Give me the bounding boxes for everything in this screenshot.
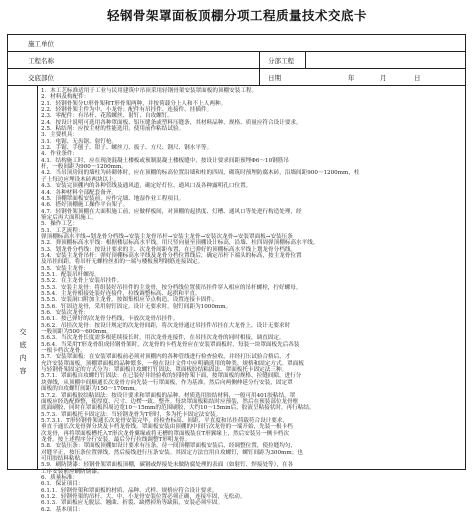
- content-line: 一根卡档次龙骨。: [41, 348, 86, 355]
- content-line: 6.1.1．轻钢骨架和罩面板的材质、品种、式样、规格应符合设计要求。: [41, 487, 218, 494]
- content-line: 2.4．按设计说明可选用各种罩面板、铝压缝条或塑料压缝条，其材料品种、规格、质量应符合设计要求。: [41, 119, 302, 126]
- side-char: 容: [19, 367, 27, 375]
- content-line: 对缝平正，按压条位置弹线，然后接线进行压条安装。其固定方法宜用自攻螺钉，螺钉间距为300mm；也: [41, 449, 303, 456]
- content-line: 5．操作工艺：: [41, 221, 79, 228]
- content-line: 4.4．各种材料全部配套备齐。: [41, 189, 118, 196]
- header-divider: [259, 52, 260, 86]
- content-line: 4.7．轻钢骨架顶棚在大面积施工前，应做样板间，对顶棚的起拱度、灯槽、通风口等处进行构造处理，经: [41, 208, 302, 215]
- content-line: 6.1．保证项目：: [41, 481, 84, 488]
- content-line: 5.6.2．吊挂次龙骨：按设计规定的次龙骨间距，将次龙骨通过吊挂件吊挂在大龙骨上，设计无要求时: [41, 322, 291, 329]
- content-line: 次龙骨，再将罩面板槽托入T形次龙骨翼缘或将无槽的罩面板装在T形翼缘上，然后安装另一侧卡档次: [41, 430, 289, 437]
- side-char: 交: [19, 328, 27, 336]
- content-line: 5.5．安装主龙骨：: [41, 265, 90, 272]
- date-day: 日: [414, 74, 421, 82]
- date-month: 月: [380, 74, 387, 82]
- content-line: 鉴定后再大面积施工。: [41, 214, 97, 221]
- content-line: 及吊挂间距，将吊杆无螺栓丝扣的一端与楼板预埋钢筋连接固定。: [41, 259, 204, 266]
- content-line: 4.5．顶棚罩面板安装前，应作完墙、地湿作业工程项目。: [41, 195, 185, 202]
- content-line: 与轻钢骨架固定的方式分为：罩面板自攻螺钉钉固法、罩面板胶结粘固法、罩面板托卡固定法三种。: [41, 367, 288, 374]
- content-line: 2.2．轻钢骨架主件为中、小龙骨；配件有吊挂件、连接件、挂插件。: [41, 107, 213, 114]
- content-line: 1．本工艺标准适用于工业与民用建筑中吊顶采用轻钢骨架安装罩面板的顶棚安装工程。: [41, 88, 258, 94]
- handover-dept-label: 交底部位: [28, 74, 54, 82]
- content-line: 允许安装罩面板。顶棚罩面板的品种繁多，一般在设计文件中应明确选用的种类、规格和固定方式。罩面板: [41, 360, 304, 367]
- content-line: 面板的自攻螺钉间距为150～170mm。: [41, 386, 141, 393]
- content-line: 5.6.4．当采用T形龙骨组成轻钢骨架时，次龙骨的卡档龙骨应在安装罩面板时，每装一块罩面板先后各装: [41, 341, 300, 348]
- construction-unit-row: [8, 35, 465, 52]
- content-line: 5.9．刷防锈漆：轻钢骨架罩面板顶棚，碳钢或焊接处未做防腐处理的表面（如射钉、焊接处等），在各: [41, 462, 294, 469]
- content-line: 5.7.3．罩面板托卡固定法：当轻钢龙骨为T形时，多为托卡固定法安装。: [41, 411, 222, 418]
- content-line: 3.1．电锯、无齿锯、射钉枪。: [41, 138, 118, 145]
- content-line: 5.6．安装次龙骨：: [41, 310, 90, 317]
- content-line: 2.3．零配件：有吊杆、花篮螺丝、射钉、自攻螺钉。: [41, 113, 173, 120]
- content-line: 4.6．搭好顶棚施工操作平台架子。: [41, 202, 129, 209]
- content-line: 可用胶结料粘贴。: [41, 455, 86, 462]
- content-line: 6.2．基本项目：: [41, 506, 84, 513]
- content-line: 5.7.3.1．T形轻钢骨架通长次龙骨安装完毕，经检查标高、间距、平直度和吊挂荷载符合设计要求，: [41, 417, 289, 424]
- subproject-label: 分部工程: [268, 57, 294, 65]
- content-line: 5.5.3．安装主龙骨：将组装好吊挂件的主龙骨，按分档线位置使吊挂件穿入相应的吊杆螺栓，拧好螺母。: [41, 284, 302, 291]
- content-line: 5.6.3．当次龙骨长度需多根延续接长时，用次龙骨连接件，在吊挂次龙骨的同时相接，调直固定。: [41, 335, 285, 342]
- content-line: 5.5.2．在主龙骨上安装吊挂件。: [41, 278, 123, 285]
- construction-unit-label: 施工单位: [28, 40, 54, 48]
- content-line: 5.1．工艺流程：: [41, 227, 84, 234]
- content-line: 5.5.6．钉固边龙骨，采用射钉固定。设计无要求时，射钉间距为1000mm。: [41, 303, 232, 310]
- content-line: 龙骨。按上述程序分行安装，最后分行拉线调整T形明龙骨。: [41, 436, 191, 443]
- content-line: 杆，一般间距为900～1200mm。: [41, 164, 127, 171]
- content-line: 3．主要机具：: [41, 132, 79, 139]
- content-line: 5.5.5．安装洞口附加主龙骨，按图集相应节点构造，设置连接卡固件。: [41, 297, 218, 304]
- content-line: 弹顶棚标高水平线→划龙骨分档线→安装主龙骨吊杆→安装主龙骨→安装次龙骨→安装罩面板→安装压条: [41, 233, 293, 240]
- page-title: 轻钢骨架罩面板顶棚分项工程质量技术交底卡: [106, 8, 367, 23]
- date-label: 日期: [268, 74, 281, 82]
- content-line: 块弹线，从顶棚中间顺通长次龙骨方向先装一行罩面板，作为基准，然后向两侧伸延分行安装，固定罩: [41, 379, 293, 386]
- content-line: 2.1．轻钢骨架分U形骨架和T形骨架两种，并按荷载分上人和不上人两种。: [41, 100, 227, 107]
- content-line: 2.5．粘结剂：应按主材的性能选用，使用前作粘结试验。: [41, 126, 185, 133]
- content-line: 4.1．结构施工时，应在现浇混凝土楼板或预制混凝土楼板缝中，按设计要求间距预埋Φ6～10钢筋吊: [41, 157, 289, 164]
- handover-form: [7, 34, 466, 513]
- content-line: 5.7.1．罩面板自攻螺钉钉固法：在已装好并经验收的轻钢骨架下面，按罩面板的规格、拉缝间隙，进行分: [41, 373, 302, 380]
- side-char: 底: [19, 341, 27, 349]
- content-line: 面板应经选配修整，使厚度、尺寸、边楞一致、整齐。每块罩面板粘结时应预装，然后在预装部位龙骨框: [41, 398, 299, 405]
- content-line: 4.2．当吊顶房间的墙柱为砖砌体时，应在顶棚的标高位置沿墙和柱的四周，砌筑时预埋防腐木砖，沿墙间距900～1200mm，柱: [41, 170, 360, 177]
- content-line: 子上每边应埋设木砖两块以上。: [41, 176, 120, 183]
- content-line: 5.6.1．按已弹好的次龙骨分档线，卡放次龙骨吊挂件。: [41, 316, 179, 323]
- content-line: 5.3．划龙骨分档线：按设计要求的主、次龙骨间距布置，在已弹好的顶棚标高水平线上划龙骨分档线。: [41, 246, 297, 253]
- content-line: 2．材料及构配件：: [41, 94, 90, 101]
- side-char: 内: [19, 354, 27, 362]
- content-line: 3.2．手锯、手刨子、钳子、螺丝刀、扳子、方尺、钢尺、钢水平等。: [41, 145, 213, 152]
- content-line: 4.3．安装完顶棚内的各种管线及通风道，确定好灯位、通风口及各种露明孔口位置。: [41, 183, 252, 190]
- content-line: 5.2．弹顶棚标高水平线：根据楼层标高水平线，用尺竖向量至顶棚设计标高，沿墙、柱四周弹顶棚标高水平线。: [41, 240, 319, 247]
- content-side-label-column: [8, 86, 38, 469]
- content-line: 一般间距为500～600mm。: [41, 329, 113, 336]
- date-year: 年: [348, 74, 355, 82]
- content-line: 5.5.1．配装吊杆螺母。: [41, 271, 100, 278]
- content-line: 4．作业条件：: [41, 151, 79, 158]
- content-line: 5.7．安装罩面板：在安装罩面板前必须对顶棚内的各种管线进行检查验收，并经打压试验合格后，才: [41, 354, 291, 361]
- handover-dept-row: [8, 69, 465, 86]
- handover-content-body: [41, 88, 463, 513]
- project-name-label: 工程名称: [28, 57, 54, 65]
- content-line: 底面刷胶，同时在罩面板四周边宽10～15mm的范围刷胶，大约10～15min后，胶液呈粘接状时，再行粘结。: [41, 405, 315, 412]
- header-divider: [305, 52, 306, 69]
- content-line: 垂直于通长次龙骨弹分块及卡档龙骨线。罩面板安装由顶棚的中间行次龙骨的一端开始，先装一根卡档: [41, 424, 293, 431]
- content-side-label: [18, 326, 28, 378]
- project-name-row: [8, 52, 465, 69]
- content-line: 6.1.3．罩面板应无脱层、翘曲、折裂、缺楞掉角等缺陷，安装必须牢固。: [41, 500, 224, 507]
- content-line: 工序安装前应刷防锈漆。: [41, 468, 103, 475]
- content-line: 5.8．安装压条：罩面板顶棚如设计要求有压条，待一间顶棚罩面板安装后，经调整位置，使拉缝均匀，: [41, 443, 297, 450]
- content-line: 6.1.2．轻钢骨架的吊杆、大、中、小龙骨安装位置必须正确，连接牢固，无松动。: [41, 494, 246, 500]
- content-line: 5.4．安装主龙骨吊杆：弹好顶棚标高水平线及龙骨分档位置线后，确定吊杆下端头的标高，按主龙骨位置: [41, 252, 302, 259]
- content-line: 5.7.2．罩面板胶结粘固法：按设计要求和罩面板的品种、材质选用胶结材料，一般可用401胶粘结，罩: [41, 392, 296, 399]
- content-line: 5.5.4．主龙骨相接处装好连接件，拉线调整标高、起拱和平直。: [41, 291, 201, 297]
- content-line: 6．质量标准：: [41, 474, 79, 481]
